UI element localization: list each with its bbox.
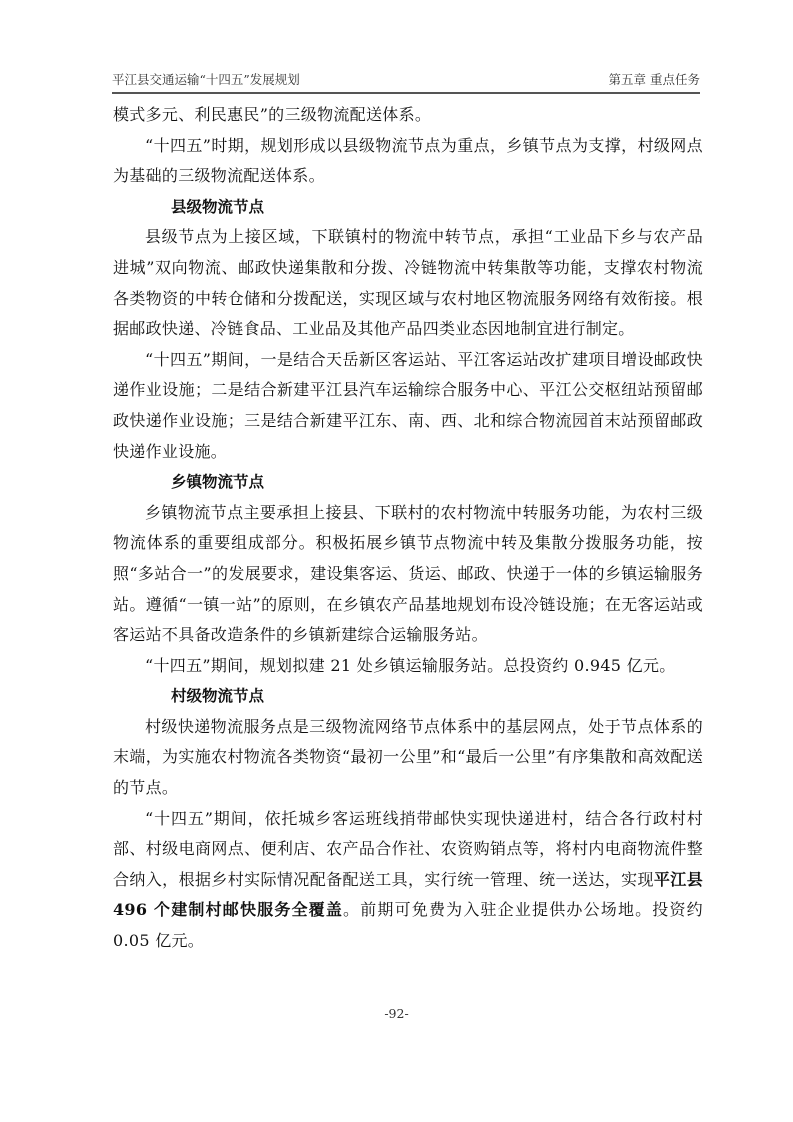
page-header	[112, 66, 700, 90]
paragraph: 模式多元、利民惠民”的三级物流配送体系。	[113, 105, 432, 124]
paragraph: 村级快递物流服务点是三级物流网络节点体系中的基层网点，处于节点体系的末端，为实施农村物流各类物资“最初一公里”和“最后一公里”有序集散和高效配送的节点。	[113, 716, 703, 798]
page-number: -92-	[384, 1006, 409, 1021]
section-heading-county: 县级物流节点	[171, 197, 265, 216]
chapter-title: 第五章 重点任务	[608, 72, 700, 87]
paragraph: “十四五”时期，规划形成以县级物流节点为重点，乡镇节点为支撑，村级网点为基础的三级物流配送体系。	[113, 135, 703, 186]
paragraph: “十四五”期间，一是结合天岳新区客运站、平江客运站改扩建项目增设邮政快递作业设施；二是结合新建平江县汽车运输综合服务中心、平江公交枢纽站预留邮政快递作业设施；三是结合新建平江东、南、西、北和综合物流园首末站预留邮政快递作业设施。	[113, 349, 703, 461]
paragraph: 乡镇物流节点主要承担上接县、下联村的农村物流中转服务功能，为农村三级物流体系的重要组成部分。积极拓展乡镇节点物流中转及集散分拨服务功能，按照“多站合一”的发展要求，建设集客运、货运、邮政、快递于一体的乡镇运输服务站。遵循“一镇一站”的原则，在乡镇农产品基地规划布设冷链设施；在无客运站或客运站不具备改造条件的乡镇新建综合运输服务站。	[113, 502, 703, 645]
paragraph: 县级节点为上接区域，下联镇村的物流中转节点，承担“工业品下乡与农产品进城”双向物流、邮政快递集散和分拨、冷链物流中转集散等功能，支撑农村物流各类物资的中转仓储和分拨配送，实现区域与农村地区物流服务网络有效衔接。根据邮政快递、冷链食品、工业品及其他产品四类业态因地制宜进行制定。	[113, 227, 703, 339]
section-heading-township: 乡镇物流节点	[171, 473, 265, 492]
section-heading-village: 村级物流节点	[171, 687, 265, 706]
paragraph: “十四五”期间，规划拟建 21 处乡镇运输服务站。总投资约 0.945 亿元。	[145, 655, 676, 675]
page-body	[113, 100, 703, 957]
paragraph-text: 。前期可免费为入驻企业提供办公场地。投资约 0.05 亿元。	[113, 900, 703, 951]
paragraph	[113, 804, 703, 957]
header-divider	[112, 92, 700, 94]
paragraph-text: “十四五”期间，依托城乡客运班线捎带邮快实现快递进村，结合各行政村村部、村级电商网点、便利店、农产品合作社、农资购销点等，将村内电商物流件整合纳入，根据乡村实际情况配备配送工具，实行统一管理、统一送达，实现	[113, 808, 703, 889]
bold-highlight: 平江县 496 个建制村邮快服务全覆盖	[113, 869, 703, 920]
document-title: 平江县交通运输“十四五”发展规划	[112, 72, 300, 87]
